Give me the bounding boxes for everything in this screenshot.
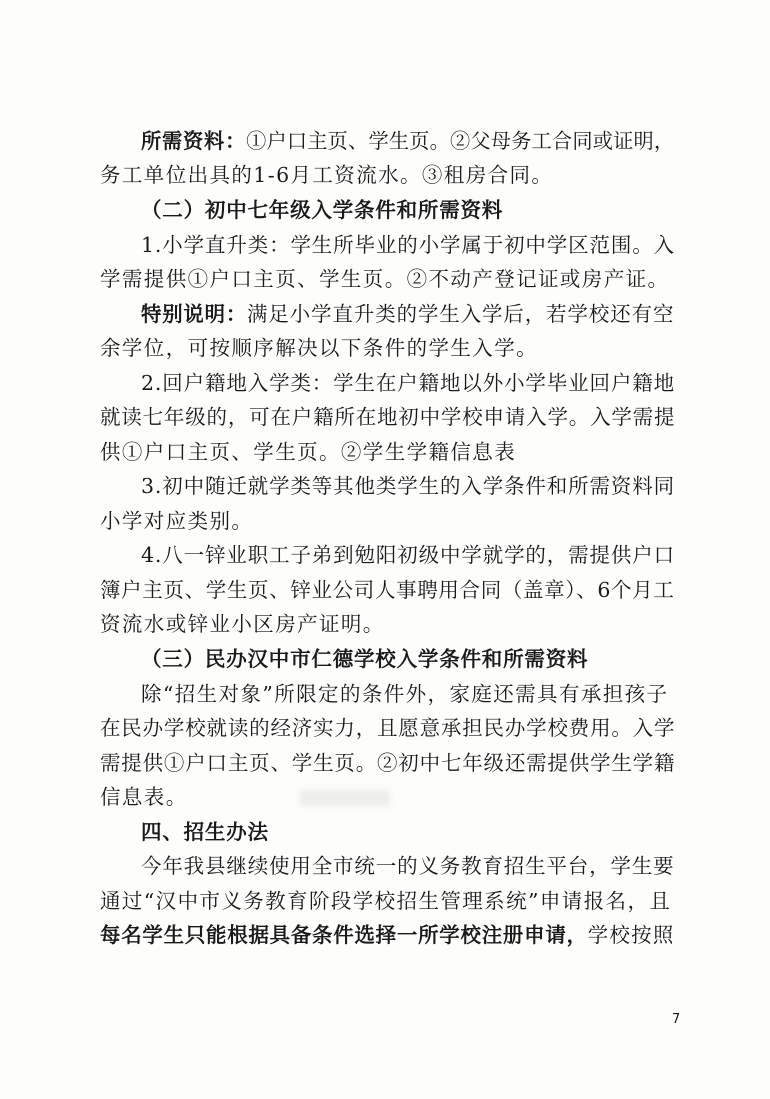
text-line: 小学对应类别。 (100, 509, 254, 533)
text-line: 信息表。 (100, 785, 188, 809)
section-heading: （二）初中七年级入学条件和所需资料 (141, 198, 504, 222)
section-heading: 四、招生办法 (141, 820, 269, 844)
text-line: 资流水或锌业小区房产证明。 (100, 612, 385, 636)
text-line: 除“招生对象”所限定的条件外，家庭还需具有承担孩子 (141, 682, 669, 706)
text-line: 1.小学直升类：学生所毕业的小学属于初中学区范围。入 (141, 233, 675, 257)
text-line: 在民办学校就读的经济实力，且愿意承担民办学校费用。入学 (100, 716, 676, 740)
text-line: 4.八一锌业职工子弟到勉阳初级中学就学的，需提供户口 (141, 543, 675, 567)
page-number: 7 (672, 1012, 681, 1027)
text-line: 需提供①户口主页、学生页。②初中七年级还需提供学生学籍 (100, 751, 676, 775)
text-line: 今年我县继续使用全市统一的义务教育招生平台，学生要 (141, 854, 675, 878)
text-line: 就读七年级的，可在户籍所在地初中学校申请入学。入学需提 (100, 405, 676, 429)
text-line: 2.回户籍地入学类：学生在户籍地以外小学毕业回户籍地 (141, 371, 675, 395)
text-line: 供①户口主页、学生页。②学生学籍信息表 (100, 440, 517, 464)
text-line: 每名学生只能根据具备条件选择一所学校注册申请，学校按照 (100, 923, 675, 947)
text-line: 学需提供①户口主页、学生页。②不动产登记证或房产证。 (100, 267, 670, 291)
text-line: 务工单位出具的1-6月工资流水。③租房合同。 (100, 163, 554, 187)
text-line: 余学位，可按顺序解决以下条件的学生入学。 (100, 336, 538, 360)
text-line: 所需资料：①户口主页、学生页。②父母务工合同或证明， (141, 129, 675, 153)
text-line: 3.初中随迁就学类等其他类学生的入学条件和所需资料同 (141, 474, 675, 498)
section-heading: （三）民办汉中市仁德学校入学条件和所需资料 (141, 647, 589, 671)
text-line: 通过“汉中市义务教育阶段学校招生管理系统”申请报名，且 (100, 889, 672, 913)
text-line: 簿户主页、学生页、锌业公司人事聘用合同（盖章）、6个月工 (100, 578, 675, 602)
text-line: 特别说明：满足小学直升类的学生入学后，若学校还有空 (141, 302, 675, 326)
